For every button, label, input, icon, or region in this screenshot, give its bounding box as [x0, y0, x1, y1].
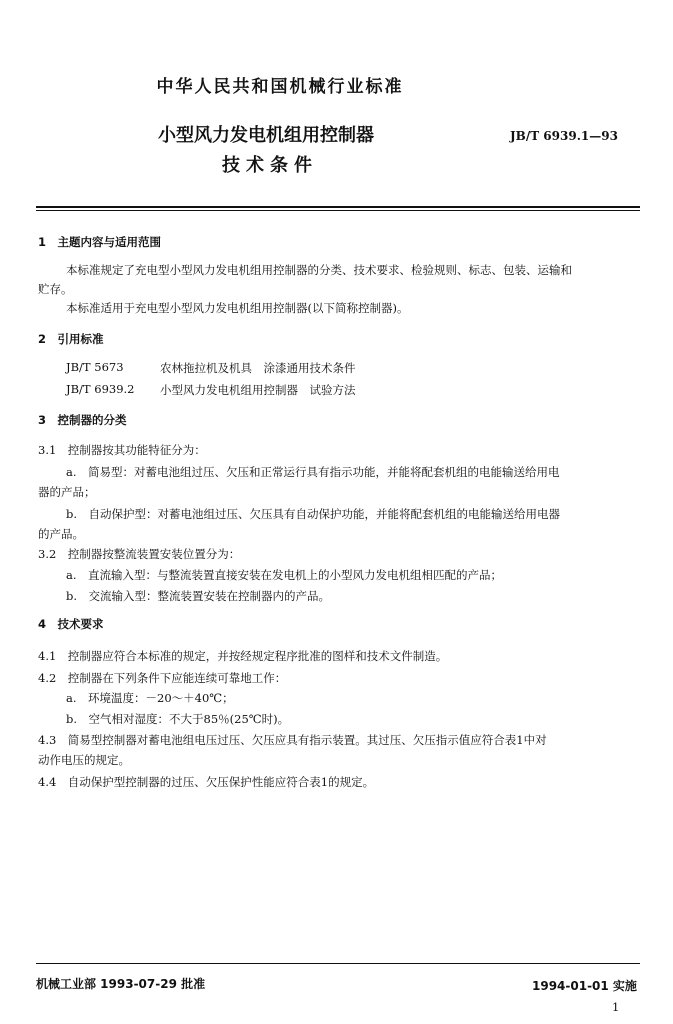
- clause-4-4: 4.4 自动保护型控制器的过压、欠压保护性能应符合表1的规定。: [38, 775, 375, 789]
- document-title: 小型风力发电机组用控制器: [158, 125, 374, 146]
- section-4-heading: 4 技术要求: [38, 617, 104, 631]
- clause-3-1-b-line-1: b. 自动保护型：对蓄电池组过压、欠压具有自动保护功能，并能将配套机组的电能输送给用电器: [66, 507, 561, 521]
- footer-divider: [36, 963, 640, 964]
- clause-3-2-b: b. 交流输入型：整流装置安装在控制器内的产品。: [66, 589, 331, 603]
- clause-3-1: 3.1 控制器按其功能特征分为：: [38, 443, 206, 457]
- clause-4-3-line-2: 动作电压的规定。: [38, 753, 130, 767]
- clause-4-1: 4.1 控制器应符合本标准的规定，并按经规定程序批准的图样和技术文件制造。: [38, 649, 448, 663]
- issuing-body-title: 中华人民共和国机械行业标准: [156, 77, 404, 97]
- header-divider-thin: [36, 210, 640, 211]
- reference-code: JB/T 6939.2: [66, 382, 135, 396]
- clause-4-2: 4.2 控制器在下列条件下应能连续可靠地工作：: [38, 671, 287, 685]
- clause-3-1-a-line-2: 器的产品；: [38, 485, 96, 499]
- effective-date-line: 1994-01-01 实施: [532, 979, 637, 993]
- page-number: 1: [612, 1000, 620, 1014]
- reference-title: 农林拖拉机及机具 涂漆通用技术条件: [160, 361, 356, 375]
- clause-3-2-a: a. 直流输入型：与整流装置直接安装在发电机上的小型风力发电机组相匹配的产品；: [66, 568, 503, 582]
- reference-title: 小型风力发电机组用控制器 试验方法: [160, 383, 356, 397]
- section-2-heading: 2 引用标准: [38, 332, 104, 346]
- approval-line: 机械工业部 1993-07-29 批准: [36, 977, 206, 991]
- section-1-heading: 1 主题内容与适用范围: [38, 235, 162, 249]
- clause-3-1-b-line-2: 的产品。: [38, 527, 84, 541]
- section-1-para-2: 本标准适用于充电型小型风力发电机组用控制器(以下简称控制器)。: [66, 301, 409, 315]
- clause-4-2-b: b. 空气相对湿度：不大于85％(25℃时)。: [66, 712, 290, 726]
- clause-3-2: 3.2 控制器按整流装置安装位置分为：: [38, 547, 241, 561]
- standard-number: JB/T 6939.1—93: [510, 129, 618, 143]
- clause-4-3-line-1: 4.3 简易型控制器对蓄电池组电压过压、欠压应具有指示装置。其过压、欠压指示值应符合表1中对: [38, 733, 547, 747]
- section-1-para-1-line-1: 本标准规定了充电型小型风力发电机组用控制器的分类、技术要求、检验规则、标志、包装、运输和: [66, 263, 572, 277]
- section-1-para-1-line-2: 贮存。: [38, 282, 73, 296]
- document-subtitle: 技术条件: [222, 155, 318, 176]
- section-3-heading: 3 控制器的分类: [38, 413, 127, 427]
- header-divider-thick: [36, 206, 640, 208]
- reference-code: JB/T 5673: [66, 360, 124, 374]
- clause-4-2-a: a. 环境温度：－20～＋40℃；: [66, 691, 234, 705]
- clause-3-1-a-line-1: a. 简易型：对蓄电池组过压、欠压和正常运行具有指示功能，并能将配套机组的电能输送给用电: [66, 465, 560, 479]
